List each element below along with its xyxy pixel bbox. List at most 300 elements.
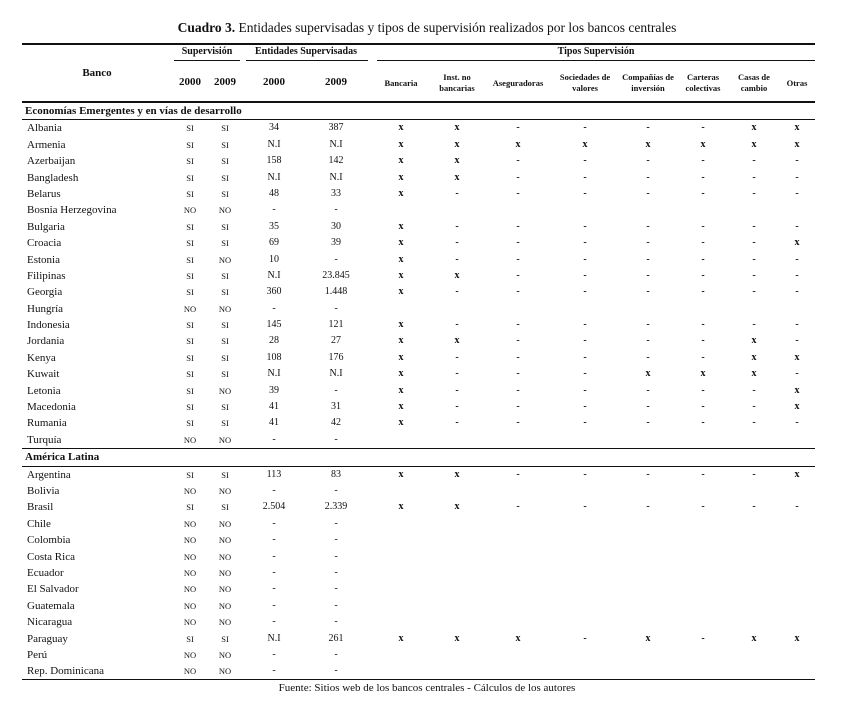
cell-sup-2009: NO xyxy=(218,535,232,546)
cell-ent-2009: - xyxy=(334,484,338,496)
cell-banco: Estonia xyxy=(27,253,60,266)
table-row xyxy=(22,415,815,431)
cell-type-aseguradoras: - xyxy=(516,220,520,232)
cell-ent-2000: 34 xyxy=(269,122,279,134)
cell-type-bancaria: x xyxy=(398,286,404,298)
cell-ent-2009: - xyxy=(334,665,338,677)
cell-type-casas-cambio: - xyxy=(752,417,756,429)
table-row xyxy=(22,499,815,515)
header-type-aseguradoras: Aseguradoras xyxy=(492,78,544,88)
cell-banco: Indonesia xyxy=(27,319,70,332)
cell-banco: Perú xyxy=(27,648,48,661)
header-type-companias: Compañías de inversión xyxy=(622,72,674,93)
cell-type-carteras: - xyxy=(701,220,705,232)
cell-ent-2009: 30 xyxy=(331,220,341,232)
cell-type-bancaria: x xyxy=(398,384,404,396)
cell-type-companias: - xyxy=(646,187,650,199)
header-tipos: Tipos Supervisión xyxy=(557,46,635,57)
table-row xyxy=(22,120,815,136)
cell-type-bancaria: x xyxy=(398,171,404,183)
cell-type-carteras: - xyxy=(701,237,705,249)
cell-banco: Chile xyxy=(27,517,51,530)
cell-sup-2000: SI xyxy=(186,238,194,249)
cell-sup-2000: SI xyxy=(186,221,194,232)
cell-type-casas-cambio: - xyxy=(752,401,756,413)
cell-ent-2009: - xyxy=(334,433,338,445)
cell-ent-2000: 69 xyxy=(269,237,279,249)
cell-type-bancaria: x xyxy=(398,269,404,281)
cell-sup-2000: SI xyxy=(186,336,194,347)
cell-sup-2009: SI xyxy=(221,352,229,363)
header-supervision: Supervisión xyxy=(181,46,233,57)
cell-type-sociedades: - xyxy=(583,187,587,199)
header-entidades: Entidades Supervisadas xyxy=(255,46,357,57)
cell-sup-2009: SI xyxy=(221,287,229,298)
cell-type-companias: - xyxy=(646,384,650,396)
cell-type-bancaria: x xyxy=(398,237,404,249)
cell-type-sociedades: - xyxy=(583,368,587,380)
table-title xyxy=(0,20,854,36)
cell-banco: Bangladesh xyxy=(27,171,79,184)
cell-type-aseguradoras: - xyxy=(516,501,520,513)
cell-type-companias: - xyxy=(646,286,650,298)
cell-banco: Argentina xyxy=(27,468,71,481)
table-row xyxy=(22,284,815,300)
cell-sup-2009: SI xyxy=(221,156,229,167)
cell-type-companias: - xyxy=(646,319,650,331)
table-row xyxy=(22,350,815,366)
cell-sup-2009: SI xyxy=(221,270,229,281)
header-type-casas: Casas de cambio xyxy=(738,72,770,93)
table-row xyxy=(22,467,815,483)
cell-type-sociedades: - xyxy=(583,122,587,134)
cell-type-sociedades: - xyxy=(583,155,587,167)
cell-sup-2009: SI xyxy=(221,469,229,480)
cell-sup-2009: SI xyxy=(221,221,229,232)
cell-ent-2000: - xyxy=(272,599,276,611)
cell-type-aseguradoras: - xyxy=(516,319,520,331)
cell-ent-2009: - xyxy=(334,616,338,628)
table-row xyxy=(22,614,815,630)
cell-ent-2000: 158 xyxy=(266,155,282,167)
header-sup-2009: 2009 xyxy=(214,76,236,88)
header-sup-2000: 2000 xyxy=(179,76,201,88)
cell-type-carteras: - xyxy=(701,122,705,134)
cell-type-casas-cambio: x xyxy=(751,632,757,644)
cell-type-aseguradoras: x xyxy=(515,138,521,150)
cell-banco: Armenia xyxy=(27,138,66,151)
cell-sup-2000: NO xyxy=(183,518,197,529)
cell-type-casas-cambio: - xyxy=(752,501,756,513)
cell-sup-2009: NO xyxy=(218,567,232,578)
cell-sup-2009: SI xyxy=(221,418,229,429)
table-source: Fuente: Sitios web de los bancos centrales - Cálculos de los autores xyxy=(278,682,576,694)
cell-type-casas-cambio: - xyxy=(752,237,756,249)
cell-type-inst-no-bancarias: - xyxy=(455,220,459,232)
cell-sup-2000: NO xyxy=(183,551,197,562)
cell-type-otras: x xyxy=(794,384,800,396)
cell-type-inst-no-bancarias: x xyxy=(454,632,460,644)
cell-sup-2000: NO xyxy=(183,649,197,660)
cell-banco: Brasil xyxy=(27,501,54,514)
cell-ent-2009: - xyxy=(334,253,338,265)
cell-type-inst-no-bancarias: - xyxy=(455,253,459,265)
cell-type-casas-cambio: - xyxy=(752,155,756,167)
cell-type-otras: - xyxy=(795,417,799,429)
cell-type-bancaria: x xyxy=(398,138,404,150)
cell-type-companias: x xyxy=(645,138,651,150)
cell-type-sociedades: - xyxy=(583,401,587,413)
cell-type-otras: - xyxy=(795,368,799,380)
table-row xyxy=(22,219,815,235)
cell-sup-2000: SI xyxy=(186,287,194,298)
cell-sup-2009: NO xyxy=(218,385,232,396)
cell-type-companias: x xyxy=(645,632,651,644)
cell-type-casas-cambio: - xyxy=(752,187,756,199)
cell-sup-2000: SI xyxy=(186,139,194,150)
cell-type-otras: - xyxy=(795,187,799,199)
table-row xyxy=(22,153,815,169)
cell-ent-2009: 27 xyxy=(331,335,341,347)
cell-type-casas-cambio: - xyxy=(752,384,756,396)
cell-type-bancaria: x xyxy=(398,220,404,232)
cell-sup-2000: SI xyxy=(186,402,194,413)
table-row xyxy=(22,366,815,382)
table-row xyxy=(22,383,815,399)
cell-sup-2009: SI xyxy=(221,502,229,513)
cell-ent-2000: 48 xyxy=(269,187,279,199)
cell-sup-2000: SI xyxy=(186,270,194,281)
cell-sup-2000: SI xyxy=(186,369,194,380)
cell-type-casas-cambio: - xyxy=(752,253,756,265)
cell-type-carteras: - xyxy=(701,401,705,413)
cell-sup-2009: NO xyxy=(218,551,232,562)
table-row xyxy=(22,235,815,251)
cell-sup-2000: SI xyxy=(186,188,194,199)
cell-type-carteras: - xyxy=(701,468,705,480)
cell-type-carteras: - xyxy=(701,632,705,644)
header-type-sociedades: Sociedades de valores xyxy=(559,72,611,93)
cell-ent-2009: 2.339 xyxy=(324,501,348,513)
table-row xyxy=(22,137,815,153)
cell-sup-2000: NO xyxy=(183,666,197,677)
cell-ent-2000: 10 xyxy=(269,253,279,265)
cell-type-inst-no-bancarias: - xyxy=(455,187,459,199)
cell-ent-2000: N.I xyxy=(267,138,281,150)
cell-sup-2009: SI xyxy=(221,123,229,134)
cell-type-aseguradoras: - xyxy=(516,384,520,396)
cell-banco: Kuwait xyxy=(27,368,60,381)
cell-ent-2000: - xyxy=(272,517,276,529)
table-row xyxy=(22,399,815,415)
cell-type-sociedades: - xyxy=(583,335,587,347)
cell-type-casas-cambio: - xyxy=(752,220,756,232)
cell-type-sociedades: - xyxy=(583,351,587,363)
table-row xyxy=(22,268,815,284)
cell-banco: Letonia xyxy=(27,384,61,397)
cell-ent-2000: 145 xyxy=(266,319,282,331)
cell-type-inst-no-bancarias: - xyxy=(455,351,459,363)
cell-banco: Costa Rica xyxy=(27,550,75,563)
cell-type-companias: - xyxy=(646,351,650,363)
cell-ent-2000: - xyxy=(272,616,276,628)
cell-ent-2000: N.I xyxy=(267,368,281,380)
cell-sup-2009: NO xyxy=(218,666,232,677)
cell-type-sociedades: - xyxy=(583,417,587,429)
cell-sup-2000: SI xyxy=(186,418,194,429)
cell-type-carteras: - xyxy=(701,253,705,265)
cell-type-sociedades: - xyxy=(583,220,587,232)
cell-banco: Croacia xyxy=(27,237,62,250)
cell-sup-2009: SI xyxy=(221,369,229,380)
cell-type-aseguradoras: - xyxy=(516,368,520,380)
cell-ent-2000: 41 xyxy=(269,401,279,413)
cell-ent-2000: - xyxy=(272,583,276,595)
cell-type-aseguradoras: - xyxy=(516,253,520,265)
cell-type-bancaria: x xyxy=(398,368,404,380)
cell-banco: Turquía xyxy=(27,433,62,446)
cell-type-companias: x xyxy=(645,368,651,380)
cell-type-carteras: x xyxy=(700,368,706,380)
cell-banco: Rumania xyxy=(27,417,67,430)
cell-sup-2009: NO xyxy=(218,584,232,595)
cell-sup-2009: NO xyxy=(218,303,232,314)
cell-sup-2009: NO xyxy=(218,649,232,660)
cell-sup-2009: SI xyxy=(221,633,229,644)
cell-type-inst-no-bancarias: x xyxy=(454,122,460,134)
table-row xyxy=(22,170,815,186)
table-row xyxy=(22,532,815,548)
cell-type-aseguradoras: - xyxy=(516,468,520,480)
cell-ent-2000: - xyxy=(272,665,276,677)
cell-type-companias: - xyxy=(646,501,650,513)
cell-ent-2000: - xyxy=(272,566,276,578)
cell-type-companias: - xyxy=(646,417,650,429)
cell-ent-2009: - xyxy=(334,534,338,546)
cell-type-companias: - xyxy=(646,253,650,265)
cell-type-bancaria: x xyxy=(398,335,404,347)
table-body xyxy=(22,103,815,680)
cell-banco: Macedonia xyxy=(27,401,76,414)
cell-sup-2000: SI xyxy=(186,352,194,363)
section-title: Economías Emergentes y en vías de desarrollo xyxy=(25,105,242,117)
cell-type-otras: - xyxy=(795,335,799,347)
cell-ent-2009: N.I xyxy=(329,171,343,183)
cell-type-casas-cambio: - xyxy=(752,319,756,331)
cell-type-carteras: - xyxy=(701,384,705,396)
cell-sup-2009: SI xyxy=(221,188,229,199)
cell-sup-2000: NO xyxy=(183,584,197,595)
cell-ent-2000: 360 xyxy=(266,286,282,298)
cell-ent-2009: 42 xyxy=(331,417,341,429)
cell-ent-2000: - xyxy=(272,550,276,562)
cell-banco: Paraguay xyxy=(27,632,68,645)
cell-type-casas-cambio: x xyxy=(751,335,757,347)
cell-sup-2000: SI xyxy=(186,123,194,134)
cell-sup-2009: SI xyxy=(221,320,229,331)
cell-type-inst-no-bancarias: - xyxy=(455,286,459,298)
cell-type-sociedades: - xyxy=(583,237,587,249)
cell-ent-2009: - xyxy=(334,599,338,611)
cell-type-companias: - xyxy=(646,122,650,134)
cell-sup-2009: SI xyxy=(221,238,229,249)
cell-banco: Bulgaria xyxy=(27,220,65,233)
cell-type-casas-cambio: - xyxy=(752,286,756,298)
cell-type-companias: - xyxy=(646,401,650,413)
cell-ent-2009: 121 xyxy=(328,319,344,331)
cell-type-carteras: - xyxy=(701,155,705,167)
cell-banco: Kenya xyxy=(27,351,56,364)
cell-ent-2000: 113 xyxy=(266,468,282,480)
cell-sup-2000: NO xyxy=(183,567,197,578)
cell-banco: Hungría xyxy=(27,302,64,315)
cell-type-sociedades: - xyxy=(583,253,587,265)
cell-banco: Ecuador xyxy=(27,566,64,579)
cell-ent-2000: N.I xyxy=(267,171,281,183)
cell-banco: Azerbaijan xyxy=(27,155,76,168)
cell-type-bancaria: x xyxy=(398,155,404,167)
cell-type-bancaria: x xyxy=(398,632,404,644)
cell-type-inst-no-bancarias: x xyxy=(454,171,460,183)
cell-ent-2009: - xyxy=(334,517,338,529)
cell-sup-2009: NO xyxy=(218,205,232,216)
cell-type-inst-no-bancarias: - xyxy=(455,401,459,413)
cell-type-otras: - xyxy=(795,155,799,167)
cell-type-otras: x xyxy=(794,122,800,134)
cell-ent-2009: 176 xyxy=(328,351,344,363)
cell-type-companias: - xyxy=(646,468,650,480)
cell-sup-2009: NO xyxy=(218,254,232,265)
table-row xyxy=(22,333,815,349)
cell-ent-2009: - xyxy=(334,204,338,216)
cell-sup-2000: NO xyxy=(183,617,197,628)
cell-type-otras: x xyxy=(794,401,800,413)
cell-type-carteras: x xyxy=(700,138,706,150)
cell-type-inst-no-bancarias: - xyxy=(455,237,459,249)
cell-ent-2009: - xyxy=(334,583,338,595)
cell-type-carteras: - xyxy=(701,319,705,331)
table-row xyxy=(22,317,815,333)
cell-sup-2000: NO xyxy=(183,535,197,546)
cell-type-casas-cambio: x xyxy=(751,138,757,150)
cell-type-inst-no-bancarias: - xyxy=(455,384,459,396)
cell-type-casas-cambio: x xyxy=(751,368,757,380)
cell-type-bancaria: x xyxy=(398,501,404,513)
cell-banco: Rep. Dominicana xyxy=(27,665,104,678)
cell-ent-2000: 35 xyxy=(269,220,279,232)
cell-ent-2009: 39 xyxy=(331,237,341,249)
cell-ent-2009: 387 xyxy=(328,122,344,134)
cell-type-otras: - xyxy=(795,286,799,298)
cell-type-bancaria: x xyxy=(398,468,404,480)
cell-type-aseguradoras: - xyxy=(516,237,520,249)
cell-type-otras: x xyxy=(794,632,800,644)
cell-type-bancaria: x xyxy=(398,401,404,413)
cell-sup-2009: NO xyxy=(218,600,232,611)
table-row xyxy=(22,186,815,202)
cell-type-companias: - xyxy=(646,171,650,183)
cell-type-aseguradoras: - xyxy=(516,417,520,429)
cell-type-inst-no-bancarias: x xyxy=(454,138,460,150)
cell-type-inst-no-bancarias: x xyxy=(454,155,460,167)
table-row xyxy=(22,549,815,565)
cell-ent-2000: 2.504 xyxy=(262,501,286,513)
table-row xyxy=(22,647,815,663)
header-ent-2000: 2000 xyxy=(263,76,285,88)
cell-ent-2000: 108 xyxy=(266,351,282,363)
cell-type-bancaria: x xyxy=(398,187,404,199)
table-row xyxy=(22,565,815,581)
cell-banco: Belarus xyxy=(27,187,61,200)
cell-sup-2000: NO xyxy=(183,600,197,611)
header-ent-2009: 2009 xyxy=(325,76,347,88)
header-type-carteras: Carteras colectivas xyxy=(685,72,721,93)
cell-banco: Jordania xyxy=(27,335,65,348)
cell-sup-2000: SI xyxy=(186,156,194,167)
cell-sup-2000: NO xyxy=(183,205,197,216)
table-row xyxy=(22,432,815,448)
cell-sup-2009: SI xyxy=(221,172,229,183)
table-row xyxy=(22,581,815,597)
cell-type-otras: - xyxy=(795,253,799,265)
table-caption: Entidades supervisadas y tipos de supervisión realizados por los bancos centrales xyxy=(235,20,677,35)
cell-type-inst-no-bancarias: - xyxy=(455,368,459,380)
cell-type-aseguradoras: - xyxy=(516,286,520,298)
cell-sup-2000: SI xyxy=(186,385,194,396)
cell-ent-2009: 261 xyxy=(328,632,344,644)
section-header xyxy=(22,448,815,466)
cell-type-bancaria: x xyxy=(398,319,404,331)
cell-type-companias: - xyxy=(646,237,650,249)
cell-ent-2000: - xyxy=(272,534,276,546)
cell-type-otras: x xyxy=(794,468,800,480)
cell-banco: Bolivia xyxy=(27,484,60,497)
cell-type-carteras: - xyxy=(701,335,705,347)
table-row xyxy=(22,598,815,614)
cell-type-otras: - xyxy=(795,319,799,331)
cell-type-otras: - xyxy=(795,220,799,232)
cell-sup-2009: NO xyxy=(218,518,232,529)
cell-type-companias: - xyxy=(646,269,650,281)
cell-ent-2000: - xyxy=(272,302,276,314)
cell-ent-2009: - xyxy=(334,550,338,562)
cell-sup-2000: SI xyxy=(186,633,194,644)
cell-type-sociedades: - xyxy=(583,632,587,644)
cell-ent-2000: - xyxy=(272,648,276,660)
cell-type-casas-cambio: - xyxy=(752,468,756,480)
cell-ent-2000: 28 xyxy=(269,335,279,347)
header-type-otras: Otras xyxy=(786,78,808,88)
cell-sup-2000: SI xyxy=(186,320,194,331)
table-row xyxy=(22,663,815,679)
cell-sup-2000: NO xyxy=(183,434,197,445)
cell-ent-2009: N.I xyxy=(329,368,343,380)
cell-banco: Georgia xyxy=(27,286,63,299)
cell-type-otras: x xyxy=(794,351,800,363)
cell-type-sociedades: - xyxy=(583,384,587,396)
cell-ent-2000: - xyxy=(272,204,276,216)
cell-banco: Guatemala xyxy=(27,599,75,612)
table-row xyxy=(22,301,815,317)
cell-type-casas-cambio: x xyxy=(751,122,757,134)
cell-type-sociedades: - xyxy=(583,468,587,480)
cell-type-sociedades: - xyxy=(583,319,587,331)
cell-type-carteras: - xyxy=(701,286,705,298)
cell-sup-2000: SI xyxy=(186,172,194,183)
cell-type-bancaria: x xyxy=(398,253,404,265)
cell-type-companias: - xyxy=(646,220,650,232)
table-row xyxy=(22,516,815,532)
